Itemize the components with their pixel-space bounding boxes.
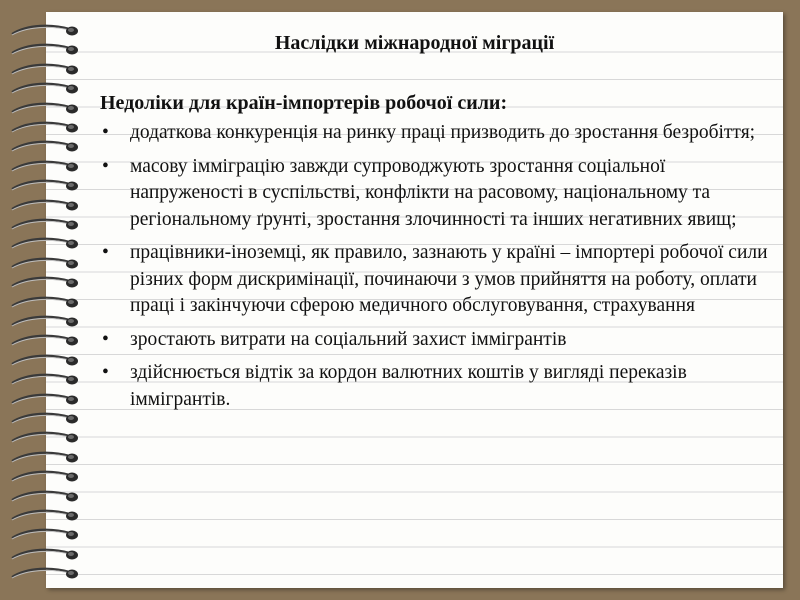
bullet-icon: • [102,155,109,177]
binding-ring-icon [8,197,82,215]
binding-ring-icon [8,235,82,253]
binding-ring-icon [8,255,82,273]
binding-ring-icon [8,177,82,195]
list-item: • працівники-іноземці, як правило, зазнають у країні – імпортері робочої сили різних форм дискримінації, починаючи з умов прийняття на роботу, оплати праці і закінчуючи сферою медичного обслуговування, страхування [102,242,768,316]
binding-ring-icon [8,565,82,583]
binding-ring-icon [8,526,82,544]
slide-content [100,88,770,420]
list-item: • масову імміграцію завжди супроводжують зростання соціальної напруженості в суспільстві, конфлікти на расовому, національному та регіональному ґрунті, зростання злочинності та інших негативних явищ; [102,155,737,230]
list-item: • додаткова конкуренція на ринку праці призводить до зростання безробіття; [100,120,770,147]
binding-ring-icon [8,158,82,176]
binding-ring-icon [8,216,82,234]
binding-ring-icon [8,294,82,312]
binding-ring-icon [8,119,82,137]
bullet-icon: • [102,328,109,350]
list-item: • здійснюється відтік за кордон валютних коштів у вигляді переказів іммігрантів. [102,362,687,410]
binding-ring-icon [8,429,82,447]
binding-ring-icon [8,80,82,98]
binding-ring-icon [8,468,82,486]
binding-ring-icon [8,352,82,370]
binding-ring-icon [8,274,82,292]
binding-ring-icon [8,546,82,564]
bullet-list [100,120,770,413]
binding-ring-icon [8,449,82,467]
binding-ring-icon [8,488,82,506]
binding-ring-icon [8,332,82,350]
slide-title: Наслідки міжнародної міграції [274,32,555,54]
binding-ring-icon [8,507,82,525]
bullet-icon: • [102,362,109,383]
binding-ring-icon [8,371,82,389]
binding-ring-icon [8,138,82,156]
bullet-icon: • [102,242,109,263]
slide-subtitle: Недоліки для країн-імпортерів робочої сили: [100,92,508,114]
binding-ring-icon [8,61,82,79]
binding-ring-icon [8,100,82,118]
binding-ring-icon [8,410,82,428]
list-item: • зростають витрати на соціальний захист іммігрантів [100,327,770,354]
binding-ring-icon [8,391,82,409]
binding-ring-icon [8,313,82,331]
bullet-icon: • [102,122,109,143]
